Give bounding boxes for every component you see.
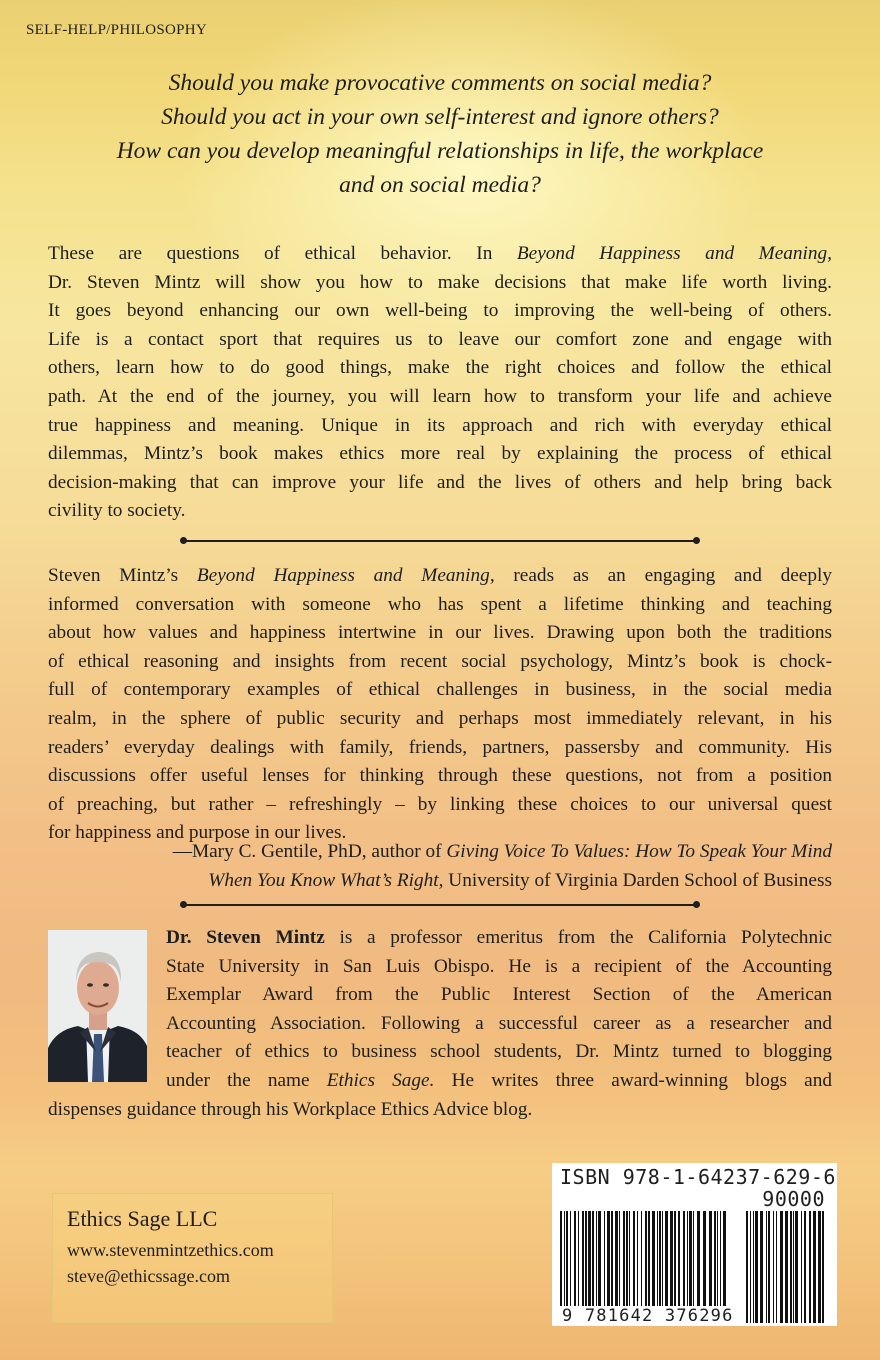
question-line: Should you make provocative comments on social media? <box>168 70 712 96</box>
book-title: Beyond Happiness and Meaning, <box>196 565 495 586</box>
section-divider <box>180 900 700 909</box>
question-line: How can you develop meaningful relationships in life, the workplace <box>116 138 764 164</box>
publisher-box <box>52 1193 333 1323</box>
book-title: Beyond Happiness and Meaning, <box>516 243 832 264</box>
text-line: others, learn how to do good things, make the right choices and follow the ethical <box>48 357 832 379</box>
text-line: of ethical reasoning and insights from recent social psychology, Mintz’s book is chock- <box>48 650 832 672</box>
text-line: of preaching, but rather – refreshingly – by linking these choices to our universal quest <box>48 793 832 815</box>
publisher-website: www.stevenmintzethics.com <box>67 1240 274 1260</box>
text-line: Dr. Steven Mintz is a professor emeritus from the California Polytechnic <box>166 927 833 948</box>
isbn-number: ISBN 978-1-64237-629-6 <box>560 1165 836 1189</box>
text-line: It goes beyond enhancing our own well-being to improving the well-being of others. <box>48 300 832 322</box>
description-paragraph <box>48 240 832 526</box>
text-line: Dr. Steven Mintz will show you how to make decisions that make life worth living. <box>48 271 832 293</box>
text-line: under the name Ethics Sage. He writes three award-winning blogs and <box>166 1069 832 1091</box>
text-line: full of contemporary examples of ethical challenges in business, in the social media <box>48 679 832 701</box>
author-bio <box>48 924 832 1124</box>
text-line: informed conversation with someone who has spent a lifetime thinking and teaching <box>48 593 832 615</box>
text-line: discussions offer useful lenses for thinking through these questions, not from a position <box>48 765 832 787</box>
text-line: path. At the end of the journey, you will learn how to transform your life and achieve <box>48 385 832 407</box>
question-block <box>60 66 820 202</box>
text-line: Accounting Association. Following a successful career as a researcher and <box>166 1012 832 1034</box>
text-line: for happiness and purpose in our lives. <box>48 822 347 844</box>
attribution-line: When You Know What’s Right, University of Virginia Darden School of Business <box>208 869 832 891</box>
question-line: Should you act in your own self-interest and ignore others? <box>161 104 719 130</box>
text-line: These are questions of ethical behavior. In Beyond Happiness and Meaning, <box>48 243 832 264</box>
text-line: realm, in the sphere of public security and perhaps most immediately relevant, in his <box>48 707 832 729</box>
text-line: true happiness and meaning. Unique in its approach and rich with everyday ethical <box>48 414 832 436</box>
review-paragraph <box>48 562 832 848</box>
text-line: dispenses guidance through his Workplace Ethics Advice blog. <box>48 1098 533 1120</box>
text-line: Life is a contact sport that requires us to leave our comfort zone and engage with <box>48 328 832 350</box>
section-divider <box>180 536 700 545</box>
attribution-line: —Mary C. Gentile, PhD, author of Giving Voice To Values: How To Speak Your Mind <box>172 841 832 862</box>
text-line: dilemmas, Mintz’s book makes ethics more real by explaining the process of ethical <box>48 443 832 465</box>
text-line: civility to society. <box>48 500 186 522</box>
barcode-digits: 9 781642 376296 <box>562 1306 734 1326</box>
publisher-email: steve@ethicssage.com <box>67 1266 231 1286</box>
text-line: State University in San Luis Obispo. He is a recipient of the Accounting <box>166 955 832 977</box>
text-line: teacher of ethics to business school students, Dr. Mintz turned to blogging <box>166 1041 832 1063</box>
price-code: 90000 <box>762 1187 825 1211</box>
text-line: about how values and happiness intertwine in our lives. Drawing upon both the traditions <box>48 622 832 644</box>
addon-barcode-bars <box>742 1211 827 1323</box>
text-line: Steven Mintz’s Beyond Happiness and Meaning, reads as an engaging and deeply <box>48 565 832 586</box>
isbn-barcode <box>552 1163 837 1326</box>
text-line: decision-making that can improve your life and the lives of others and help bring back <box>48 471 832 493</box>
publisher-name: Ethics Sage LLC <box>67 1206 218 1231</box>
text-line: Exemplar Award from the Public Interest Section of the American <box>166 984 832 1006</box>
author-name: Dr. Steven Mintz <box>166 927 325 948</box>
text-line: readers’ everyday dealings with family, friends, partners, passersby and community. His <box>48 736 832 758</box>
category-label: SELF-HELP/PHILOSOPHY <box>26 22 208 38</box>
question-line: and on social media? <box>339 172 541 198</box>
review-attribution <box>173 838 832 895</box>
